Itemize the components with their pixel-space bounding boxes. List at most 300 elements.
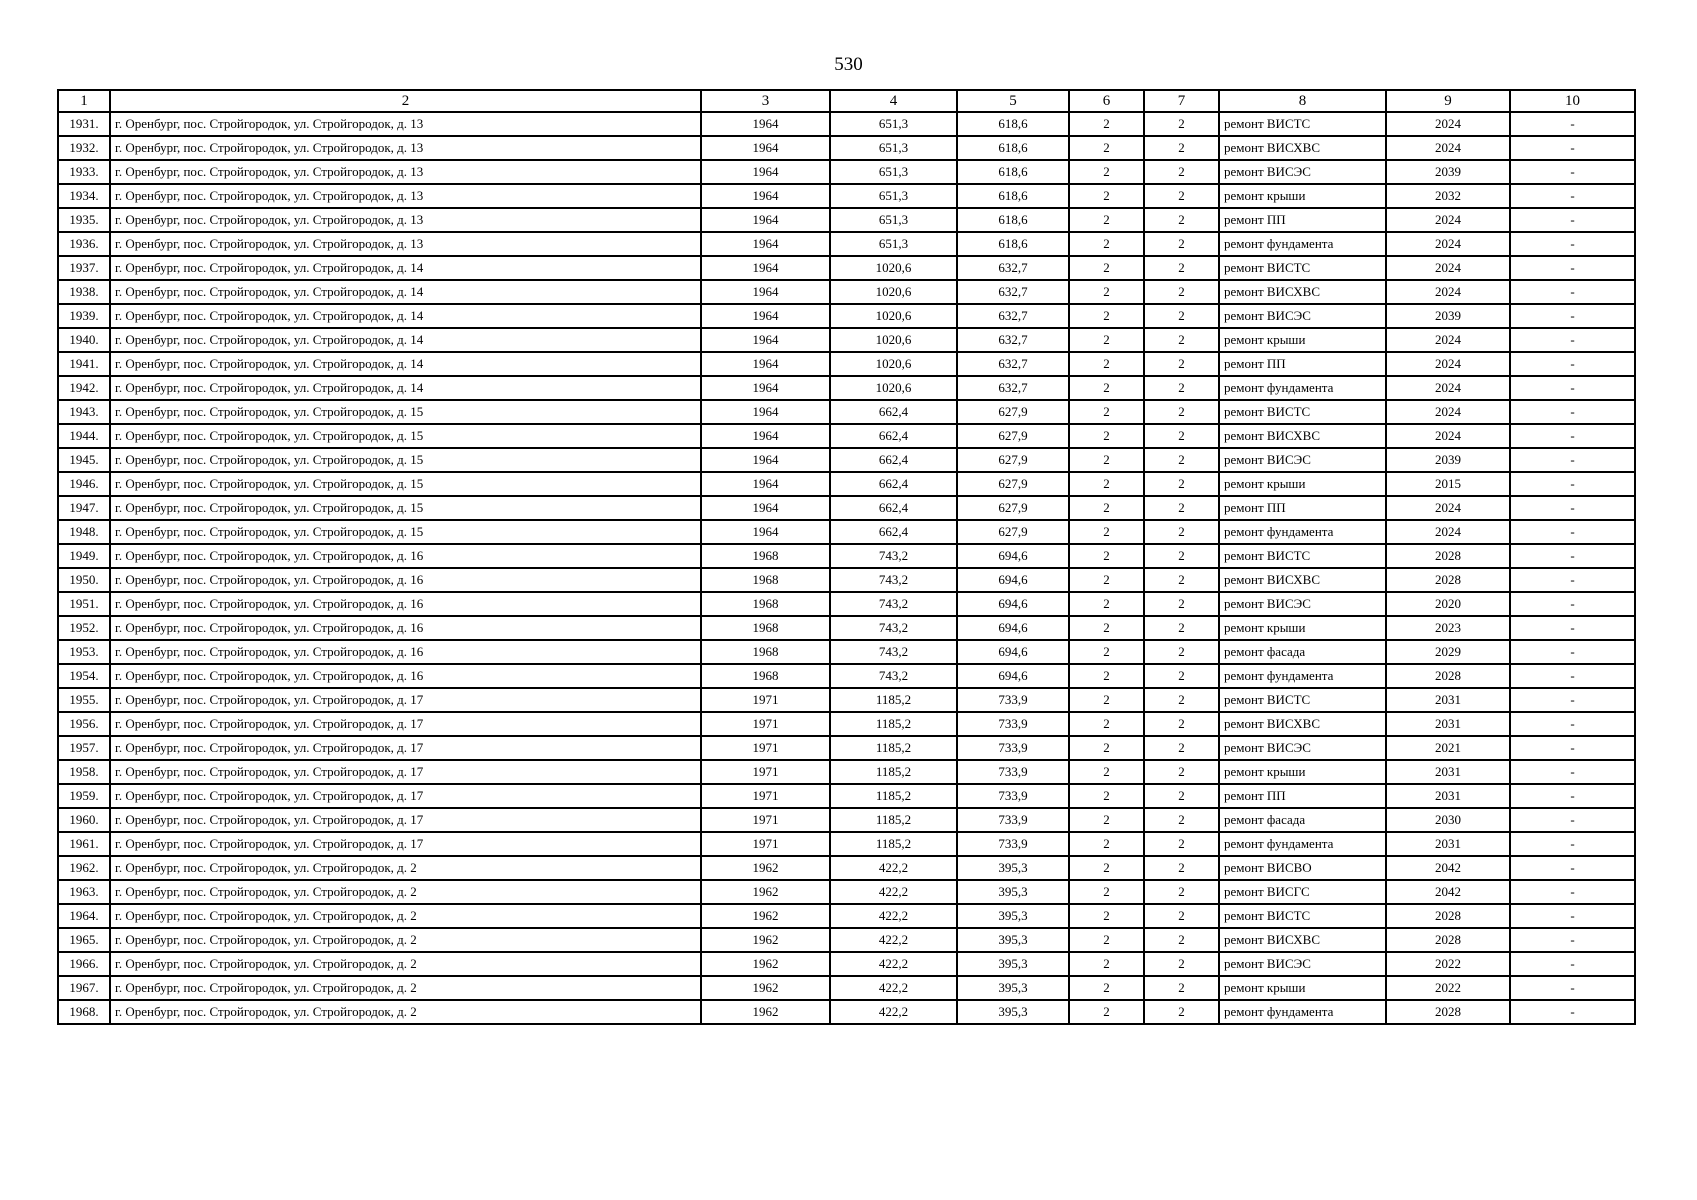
- table-row: [58, 808, 1635, 832]
- living-area-cell: 618,6: [957, 208, 1069, 232]
- planned-year-cell: 2028: [1386, 664, 1510, 688]
- work-type-cell: ремонт крыши: [1219, 976, 1386, 1000]
- note-cell: -: [1510, 592, 1635, 616]
- planned-year-cell: 2024: [1386, 376, 1510, 400]
- floors-cell: 2: [1069, 544, 1144, 568]
- planned-year-cell: 2024: [1386, 280, 1510, 304]
- note-cell: -: [1510, 280, 1635, 304]
- total-area-cell: 1185,2: [830, 688, 957, 712]
- note-cell: -: [1510, 664, 1635, 688]
- living-area-cell: 632,7: [957, 280, 1069, 304]
- planned-year-cell: 2024: [1386, 352, 1510, 376]
- address-cell: г. Оренбург, пос. Стройгородок, ул. Стройгородок, д. 15: [110, 400, 701, 424]
- total-area-cell: 1020,6: [830, 280, 957, 304]
- row-number-cell: 1946.: [58, 472, 110, 496]
- living-area-cell: 395,3: [957, 976, 1069, 1000]
- note-cell: -: [1510, 616, 1635, 640]
- table-row: [58, 400, 1635, 424]
- entrances-cell: 2: [1144, 640, 1219, 664]
- entrances-cell: 2: [1144, 856, 1219, 880]
- year-built-cell: 1964: [701, 112, 830, 136]
- row-number-cell: 1962.: [58, 856, 110, 880]
- table-row: [58, 664, 1635, 688]
- note-cell: -: [1510, 112, 1635, 136]
- entrances-cell: 2: [1144, 184, 1219, 208]
- total-area-cell: 743,2: [830, 616, 957, 640]
- work-type-cell: ремонт ВИСЭС: [1219, 736, 1386, 760]
- row-number-cell: 1942.: [58, 376, 110, 400]
- row-number-cell: 1964.: [58, 904, 110, 928]
- table-row: [58, 520, 1635, 544]
- row-number-cell: 1968.: [58, 1000, 110, 1024]
- table-row: [58, 736, 1635, 760]
- living-area-cell: 733,9: [957, 736, 1069, 760]
- address-cell: г. Оренбург, пос. Стройгородок, ул. Стройгородок, д. 2: [110, 880, 701, 904]
- address-cell: г. Оренбург, пос. Стройгородок, ул. Стройгородок, д. 13: [110, 184, 701, 208]
- total-area-cell: 1185,2: [830, 712, 957, 736]
- living-area-cell: 694,6: [957, 664, 1069, 688]
- address-cell: г. Оренбург, пос. Стройгородок, ул. Стройгородок, д. 15: [110, 448, 701, 472]
- living-area-cell: 627,9: [957, 424, 1069, 448]
- note-cell: -: [1510, 712, 1635, 736]
- entrances-cell: 2: [1144, 544, 1219, 568]
- row-number-cell: 1935.: [58, 208, 110, 232]
- floors-cell: 2: [1069, 472, 1144, 496]
- column-header-1: 1: [58, 90, 110, 112]
- floors-cell: 2: [1069, 448, 1144, 472]
- address-cell: г. Оренбург, пос. Стройгородок, ул. Стройгородок, д. 13: [110, 136, 701, 160]
- address-cell: г. Оренбург, пос. Стройгородок, ул. Стройгородок, д. 14: [110, 352, 701, 376]
- address-cell: г. Оренбург, пос. Стройгородок, ул. Стройгородок, д. 17: [110, 784, 701, 808]
- planned-year-cell: 2024: [1386, 256, 1510, 280]
- address-cell: г. Оренбург, пос. Стройгородок, ул. Стройгородок, д. 14: [110, 376, 701, 400]
- total-area-cell: 662,4: [830, 496, 957, 520]
- living-area-cell: 632,7: [957, 376, 1069, 400]
- note-cell: -: [1510, 640, 1635, 664]
- total-area-cell: 1185,2: [830, 736, 957, 760]
- row-number-cell: 1937.: [58, 256, 110, 280]
- total-area-cell: 422,2: [830, 904, 957, 928]
- work-type-cell: ремонт ПП: [1219, 784, 1386, 808]
- total-area-cell: 662,4: [830, 400, 957, 424]
- address-cell: г. Оренбург, пос. Стройгородок, ул. Стройгородок, д. 2: [110, 904, 701, 928]
- table-row: [58, 616, 1635, 640]
- living-area-cell: 395,3: [957, 856, 1069, 880]
- floors-cell: 2: [1069, 664, 1144, 688]
- row-number-cell: 1932.: [58, 136, 110, 160]
- total-area-cell: 1020,6: [830, 352, 957, 376]
- address-cell: г. Оренбург, пос. Стройгородок, ул. Стройгородок, д. 16: [110, 616, 701, 640]
- entrances-cell: 2: [1144, 736, 1219, 760]
- note-cell: -: [1510, 256, 1635, 280]
- work-type-cell: ремонт ВИСЭС: [1219, 952, 1386, 976]
- planned-year-cell: 2020: [1386, 592, 1510, 616]
- note-cell: -: [1510, 784, 1635, 808]
- year-built-cell: 1964: [701, 136, 830, 160]
- table-row: [58, 280, 1635, 304]
- work-type-cell: ремонт ПП: [1219, 496, 1386, 520]
- address-cell: г. Оренбург, пос. Стройгородок, ул. Стройгородок, д. 15: [110, 520, 701, 544]
- work-type-cell: ремонт фундамента: [1219, 232, 1386, 256]
- planned-year-cell: 2024: [1386, 424, 1510, 448]
- row-number-cell: 1941.: [58, 352, 110, 376]
- table-row: [58, 640, 1635, 664]
- table-row: [58, 904, 1635, 928]
- work-type-cell: ремонт ВИСВО: [1219, 856, 1386, 880]
- entrances-cell: 2: [1144, 592, 1219, 616]
- floors-cell: 2: [1069, 952, 1144, 976]
- note-cell: -: [1510, 424, 1635, 448]
- planned-year-cell: 2039: [1386, 160, 1510, 184]
- address-cell: г. Оренбург, пос. Стройгородок, ул. Стройгородок, д. 13: [110, 112, 701, 136]
- living-area-cell: 632,7: [957, 352, 1069, 376]
- living-area-cell: 627,9: [957, 496, 1069, 520]
- entrances-cell: 2: [1144, 424, 1219, 448]
- address-cell: г. Оренбург, пос. Стройгородок, ул. Стройгородок, д. 13: [110, 232, 701, 256]
- year-built-cell: 1964: [701, 496, 830, 520]
- work-type-cell: ремонт ВИСЭС: [1219, 160, 1386, 184]
- work-type-cell: ремонт ПП: [1219, 208, 1386, 232]
- planned-year-cell: 2022: [1386, 976, 1510, 1000]
- row-number-cell: 1954.: [58, 664, 110, 688]
- living-area-cell: 632,7: [957, 328, 1069, 352]
- year-built-cell: 1964: [701, 448, 830, 472]
- entrances-cell: 2: [1144, 712, 1219, 736]
- table-row: [58, 496, 1635, 520]
- note-cell: -: [1510, 304, 1635, 328]
- year-built-cell: 1964: [701, 520, 830, 544]
- floors-cell: 2: [1069, 976, 1144, 1000]
- table-row: [58, 160, 1635, 184]
- living-area-cell: 733,9: [957, 712, 1069, 736]
- note-cell: -: [1510, 448, 1635, 472]
- living-area-cell: 694,6: [957, 544, 1069, 568]
- total-area-cell: 651,3: [830, 136, 957, 160]
- floors-cell: 2: [1069, 328, 1144, 352]
- year-built-cell: 1964: [701, 304, 830, 328]
- note-cell: -: [1510, 880, 1635, 904]
- entrances-cell: 2: [1144, 136, 1219, 160]
- year-built-cell: 1968: [701, 568, 830, 592]
- floors-cell: 2: [1069, 352, 1144, 376]
- year-built-cell: 1962: [701, 856, 830, 880]
- row-number-cell: 1939.: [58, 304, 110, 328]
- year-built-cell: 1964: [701, 160, 830, 184]
- entrances-cell: 2: [1144, 280, 1219, 304]
- year-built-cell: 1964: [701, 400, 830, 424]
- living-area-cell: 632,7: [957, 304, 1069, 328]
- planned-year-cell: 2039: [1386, 448, 1510, 472]
- living-area-cell: 618,6: [957, 112, 1069, 136]
- living-area-cell: 733,9: [957, 832, 1069, 856]
- row-number-cell: 1931.: [58, 112, 110, 136]
- floors-cell: 2: [1069, 688, 1144, 712]
- note-cell: -: [1510, 160, 1635, 184]
- planned-year-cell: 2024: [1386, 496, 1510, 520]
- note-cell: -: [1510, 856, 1635, 880]
- address-cell: г. Оренбург, пос. Стройгородок, ул. Стройгородок, д. 15: [110, 472, 701, 496]
- floors-cell: 2: [1069, 832, 1144, 856]
- row-number-cell: 1951.: [58, 592, 110, 616]
- total-area-cell: 422,2: [830, 880, 957, 904]
- address-cell: г. Оренбург, пос. Стройгородок, ул. Стройгородок, д. 13: [110, 160, 701, 184]
- table-row: [58, 832, 1635, 856]
- entrances-cell: 2: [1144, 376, 1219, 400]
- row-number-cell: 1960.: [58, 808, 110, 832]
- floors-cell: 2: [1069, 520, 1144, 544]
- entrances-cell: 2: [1144, 232, 1219, 256]
- row-number-cell: 1940.: [58, 328, 110, 352]
- planned-year-cell: 2024: [1386, 112, 1510, 136]
- row-number-cell: 1952.: [58, 616, 110, 640]
- floors-cell: 2: [1069, 424, 1144, 448]
- planned-year-cell: 2021: [1386, 736, 1510, 760]
- floors-cell: 2: [1069, 496, 1144, 520]
- entrances-cell: 2: [1144, 160, 1219, 184]
- work-type-cell: ремонт ВИСЭС: [1219, 448, 1386, 472]
- living-area-cell: 694,6: [957, 568, 1069, 592]
- entrances-cell: 2: [1144, 328, 1219, 352]
- total-area-cell: 743,2: [830, 544, 957, 568]
- row-number-cell: 1945.: [58, 448, 110, 472]
- page-number: 530: [834, 54, 863, 75]
- row-number-cell: 1967.: [58, 976, 110, 1000]
- work-type-cell: ремонт ВИСТС: [1219, 400, 1386, 424]
- year-built-cell: 1968: [701, 664, 830, 688]
- row-number-cell: 1938.: [58, 280, 110, 304]
- planned-year-cell: 2028: [1386, 904, 1510, 928]
- note-cell: -: [1510, 760, 1635, 784]
- work-type-cell: ремонт ВИСХВС: [1219, 568, 1386, 592]
- note-cell: -: [1510, 928, 1635, 952]
- table-row: [58, 448, 1635, 472]
- entrances-cell: 2: [1144, 880, 1219, 904]
- floors-cell: 2: [1069, 232, 1144, 256]
- note-cell: -: [1510, 208, 1635, 232]
- note-cell: -: [1510, 472, 1635, 496]
- work-type-cell: ремонт ВИСХВС: [1219, 280, 1386, 304]
- planned-year-cell: 2031: [1386, 760, 1510, 784]
- planned-year-cell: 2028: [1386, 928, 1510, 952]
- floors-cell: 2: [1069, 568, 1144, 592]
- year-built-cell: 1971: [701, 784, 830, 808]
- work-type-cell: ремонт крыши: [1219, 328, 1386, 352]
- row-number-cell: 1957.: [58, 736, 110, 760]
- work-type-cell: ремонт ВИСТС: [1219, 688, 1386, 712]
- address-cell: г. Оренбург, пос. Стройгородок, ул. Стройгородок, д. 2: [110, 856, 701, 880]
- row-number-cell: 1963.: [58, 880, 110, 904]
- total-area-cell: 743,2: [830, 664, 957, 688]
- work-type-cell: ремонт ВИСХВС: [1219, 424, 1386, 448]
- work-type-cell: ремонт ВИСТС: [1219, 112, 1386, 136]
- total-area-cell: 662,4: [830, 520, 957, 544]
- row-number-cell: 1956.: [58, 712, 110, 736]
- note-cell: -: [1510, 1000, 1635, 1024]
- total-area-cell: 422,2: [830, 928, 957, 952]
- living-area-cell: 733,9: [957, 760, 1069, 784]
- table-row: [58, 952, 1635, 976]
- total-area-cell: 743,2: [830, 592, 957, 616]
- floors-cell: 2: [1069, 928, 1144, 952]
- table-row: [58, 424, 1635, 448]
- row-number-cell: 1961.: [58, 832, 110, 856]
- note-cell: -: [1510, 736, 1635, 760]
- work-type-cell: ремонт ПП: [1219, 352, 1386, 376]
- address-cell: г. Оренбург, пос. Стройгородок, ул. Стройгородок, д. 16: [110, 544, 701, 568]
- entrances-cell: 2: [1144, 616, 1219, 640]
- table-row: [58, 1000, 1635, 1024]
- living-area-cell: 733,9: [957, 688, 1069, 712]
- work-type-cell: ремонт фасада: [1219, 808, 1386, 832]
- entrances-cell: 2: [1144, 688, 1219, 712]
- total-area-cell: 743,2: [830, 640, 957, 664]
- work-type-cell: ремонт крыши: [1219, 760, 1386, 784]
- year-built-cell: 1962: [701, 904, 830, 928]
- work-type-cell: ремонт ВИСЭС: [1219, 304, 1386, 328]
- work-type-cell: ремонт фасада: [1219, 640, 1386, 664]
- note-cell: -: [1510, 808, 1635, 832]
- living-area-cell: 618,6: [957, 160, 1069, 184]
- total-area-cell: 662,4: [830, 424, 957, 448]
- floors-cell: 2: [1069, 736, 1144, 760]
- entrances-cell: 2: [1144, 520, 1219, 544]
- total-area-cell: 1185,2: [830, 832, 957, 856]
- planned-year-cell: 2028: [1386, 1000, 1510, 1024]
- address-cell: г. Оренбург, пос. Стройгородок, ул. Стройгородок, д. 17: [110, 832, 701, 856]
- living-area-cell: 694,6: [957, 592, 1069, 616]
- entrances-cell: 2: [1144, 832, 1219, 856]
- work-type-cell: ремонт ВИСХВС: [1219, 928, 1386, 952]
- total-area-cell: 651,3: [830, 208, 957, 232]
- note-cell: -: [1510, 568, 1635, 592]
- planned-year-cell: 2042: [1386, 880, 1510, 904]
- year-built-cell: 1971: [701, 688, 830, 712]
- living-area-cell: 618,6: [957, 184, 1069, 208]
- row-number-cell: 1933.: [58, 160, 110, 184]
- table-row: [58, 712, 1635, 736]
- row-number-cell: 1949.: [58, 544, 110, 568]
- planned-year-cell: 2031: [1386, 712, 1510, 736]
- table-row: [58, 232, 1635, 256]
- address-cell: г. Оренбург, пос. Стройгородок, ул. Стройгородок, д. 17: [110, 736, 701, 760]
- row-number-cell: 1953.: [58, 640, 110, 664]
- year-built-cell: 1968: [701, 592, 830, 616]
- address-cell: г. Оренбург, пос. Стройгородок, ул. Стройгородок, д. 17: [110, 712, 701, 736]
- floors-cell: 2: [1069, 1000, 1144, 1024]
- year-built-cell: 1962: [701, 1000, 830, 1024]
- note-cell: -: [1510, 136, 1635, 160]
- row-number-cell: 1948.: [58, 520, 110, 544]
- entrances-cell: 2: [1144, 448, 1219, 472]
- year-built-cell: 1964: [701, 280, 830, 304]
- entrances-cell: 2: [1144, 568, 1219, 592]
- living-area-cell: 733,9: [957, 784, 1069, 808]
- total-area-cell: 1020,6: [830, 256, 957, 280]
- entrances-cell: 2: [1144, 256, 1219, 280]
- column-header-7: 7: [1144, 90, 1219, 112]
- repair-register-table: [57, 89, 1636, 1025]
- table-row: [58, 784, 1635, 808]
- entrances-cell: 2: [1144, 808, 1219, 832]
- work-type-cell: ремонт ВИСТС: [1219, 256, 1386, 280]
- planned-year-cell: 2015: [1386, 472, 1510, 496]
- note-cell: -: [1510, 904, 1635, 928]
- planned-year-cell: 2024: [1386, 400, 1510, 424]
- total-area-cell: 651,3: [830, 232, 957, 256]
- row-number-cell: 1959.: [58, 784, 110, 808]
- living-area-cell: 627,9: [957, 472, 1069, 496]
- entrances-cell: 2: [1144, 208, 1219, 232]
- planned-year-cell: 2029: [1386, 640, 1510, 664]
- row-number-cell: 1955.: [58, 688, 110, 712]
- planned-year-cell: 2042: [1386, 856, 1510, 880]
- entrances-cell: 2: [1144, 1000, 1219, 1024]
- table-row: [58, 568, 1635, 592]
- floors-cell: 2: [1069, 112, 1144, 136]
- note-cell: -: [1510, 520, 1635, 544]
- note-cell: -: [1510, 232, 1635, 256]
- total-area-cell: 651,3: [830, 184, 957, 208]
- address-cell: г. Оренбург, пос. Стройгородок, ул. Стройгородок, д. 16: [110, 568, 701, 592]
- work-type-cell: ремонт крыши: [1219, 472, 1386, 496]
- living-area-cell: 618,6: [957, 232, 1069, 256]
- living-area-cell: 627,9: [957, 400, 1069, 424]
- work-type-cell: ремонт фундамента: [1219, 664, 1386, 688]
- work-type-cell: ремонт фундамента: [1219, 376, 1386, 400]
- year-built-cell: 1968: [701, 640, 830, 664]
- table-row: [58, 304, 1635, 328]
- address-cell: г. Оренбург, пос. Стройгородок, ул. Стройгородок, д. 15: [110, 424, 701, 448]
- living-area-cell: 395,3: [957, 1000, 1069, 1024]
- planned-year-cell: 2024: [1386, 136, 1510, 160]
- address-cell: г. Оренбург, пос. Стройгородок, ул. Стройгородок, д. 14: [110, 280, 701, 304]
- floors-cell: 2: [1069, 376, 1144, 400]
- work-type-cell: ремонт ВИСХВС: [1219, 136, 1386, 160]
- table-row: [58, 976, 1635, 1000]
- year-built-cell: 1964: [701, 472, 830, 496]
- floors-cell: 2: [1069, 712, 1144, 736]
- address-cell: г. Оренбург, пос. Стройгородок, ул. Стройгородок, д. 17: [110, 688, 701, 712]
- planned-year-cell: 2028: [1386, 568, 1510, 592]
- floors-cell: 2: [1069, 400, 1144, 424]
- row-number-cell: 1936.: [58, 232, 110, 256]
- year-built-cell: 1964: [701, 424, 830, 448]
- address-cell: г. Оренбург, пос. Стройгородок, ул. Стройгородок, д. 15: [110, 496, 701, 520]
- entrances-cell: 2: [1144, 928, 1219, 952]
- floors-cell: 2: [1069, 640, 1144, 664]
- note-cell: -: [1510, 496, 1635, 520]
- table-row: [58, 688, 1635, 712]
- row-number-cell: 1958.: [58, 760, 110, 784]
- floors-cell: 2: [1069, 280, 1144, 304]
- note-cell: -: [1510, 352, 1635, 376]
- entrances-cell: 2: [1144, 400, 1219, 424]
- table-row: [58, 760, 1635, 784]
- floors-cell: 2: [1069, 784, 1144, 808]
- table-row: [58, 208, 1635, 232]
- entrances-cell: 2: [1144, 760, 1219, 784]
- work-type-cell: ремонт ВИСЭС: [1219, 592, 1386, 616]
- total-area-cell: 651,3: [830, 160, 957, 184]
- total-area-cell: 422,2: [830, 952, 957, 976]
- row-number-cell: 1943.: [58, 400, 110, 424]
- year-built-cell: 1971: [701, 808, 830, 832]
- year-built-cell: 1962: [701, 976, 830, 1000]
- entrances-cell: 2: [1144, 472, 1219, 496]
- entrances-cell: 2: [1144, 352, 1219, 376]
- address-cell: г. Оренбург, пос. Стройгородок, ул. Стройгородок, д. 16: [110, 640, 701, 664]
- note-cell: -: [1510, 544, 1635, 568]
